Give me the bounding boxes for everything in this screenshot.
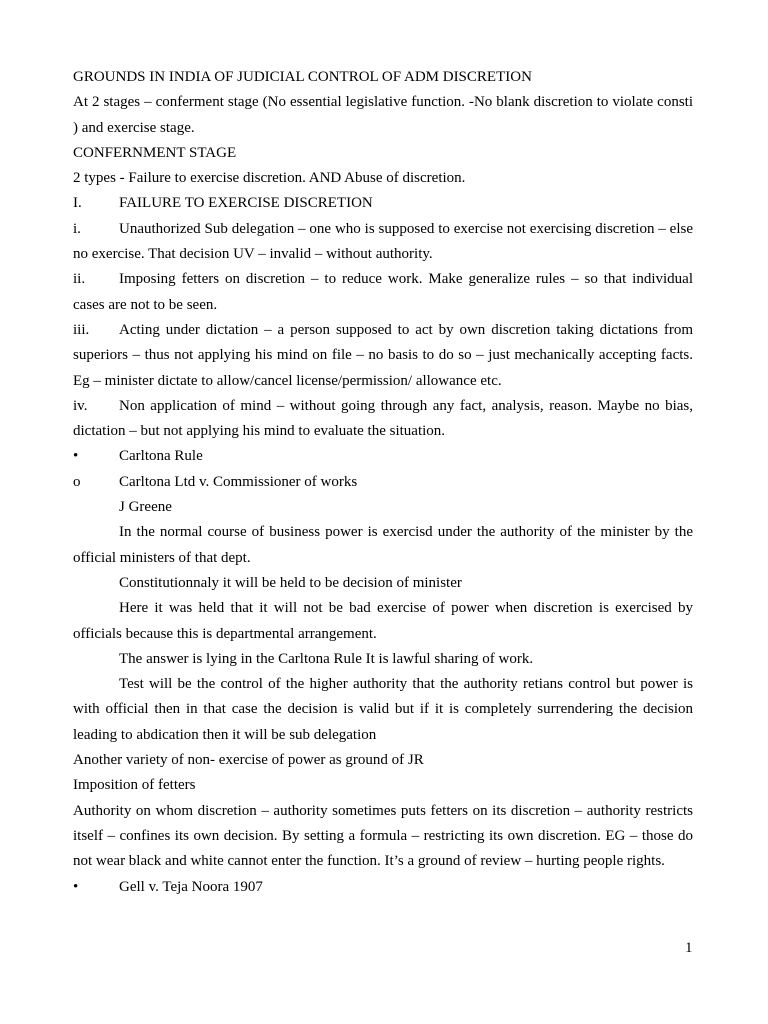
paragraph-test: Test will be the control of the higher authority that the authority retians control but power is with official then in that case the decision is valid but if it is completely surrendering the decision leading to abdication then it will be sub delegation — [73, 676, 693, 743]
heading-title: GROUNDS IN INDIA OF JUDICIAL CONTROL OF ADM DISCRETION — [73, 69, 532, 85]
list-item-fetters — [73, 267, 693, 318]
page-number: 1 — [685, 940, 693, 956]
list-item-text: Non application of mind – without going through any fact, analysis, reason. Maybe no bias, dictation – but not applying his mind to evaluate the situation. — [73, 397, 693, 440]
bullet-carltona-rule — [73, 444, 693, 469]
paragraph-normal-course: In the normal course of business power is exercisd under the authority of the minister by the official ministers of that dept. — [73, 524, 693, 566]
paragraph-another-variety: Another variety of non- exercise of power as ground of JR — [73, 752, 424, 769]
paragraph-stages: At 2 stages – conferment stage (No essential legislative function. -No blank discretion to violate consti ) and exercise stage. — [73, 94, 693, 136]
list-marker: iv. — [73, 397, 88, 414]
list-marker: iii. — [73, 321, 90, 338]
paragraph-types: 2 types - Failure to exercise discretion. AND Abuse of discretion. — [73, 170, 466, 187]
list-marker: I. — [73, 195, 82, 212]
list-item-text: Carltona Ltd v. Commissioner of works — [119, 473, 358, 490]
list-marker: i. — [73, 220, 81, 237]
bullet-marker: o — [73, 473, 81, 490]
list-item-text: FAILURE TO EXERCISE DISCRETION — [119, 195, 373, 212]
list-item-non-application — [73, 394, 693, 445]
paragraph-imposition-heading: Imposition of fetters — [73, 777, 196, 794]
sub-bullet-carltona-case — [73, 470, 693, 495]
list-item-dictation — [73, 318, 693, 394]
list-item-text: Unauthorized Sub delegation – one who is supposed to exercise not exercising discretion – else no exercise. That decision UV – invalid – without authority. — [73, 220, 693, 263]
list-item-sub-delegation — [73, 217, 693, 268]
paragraph-constitutionally: Constitutionnaly it will be held to be decision of minister — [119, 574, 462, 591]
list-item-text: Imposing fetters on discretion – to reduce work. Make generalize rules – so that individual cases are not to be seen. — [73, 271, 693, 313]
paragraph-answer: The answer is lying in the Carltona Rule It is lawful sharing of work. — [119, 650, 534, 667]
paragraph-held: Here it was held that it will not be bad exercise of power when discretion is exercised by officials because this is departmental arrangement. — [73, 600, 693, 642]
paragraph-authority: Authority on whom discretion – authority sometimes puts fetters on its discretion – authority restricts itself – confines its own decision. By setting a formula – restricting its own discretion. EG – those do not wear black and white cannot enter the function. It’s a ground of review – hurting people rights. — [73, 802, 693, 870]
document-body — [73, 65, 693, 900]
list-item-text: Carltona Rule — [119, 448, 203, 465]
list-item-text: Gell v. Teja Noora 1907 — [119, 878, 263, 895]
paragraph-judge: J Greene — [119, 499, 172, 516]
list-marker: ii. — [73, 271, 86, 288]
list-item-failure-heading — [73, 191, 693, 216]
bullet-gell-case — [73, 875, 693, 900]
list-item-text: Acting under dictation – a person supposed to act by own discretion taking dictations from superiors – thus not applying his mind on file – no basis to do so – just mechanically accepting facts. Eg – minister dictate to allow/cancel license/permission/ allowance etc. — [73, 321, 693, 389]
bullet-marker: • — [73, 448, 79, 465]
bullet-marker: • — [73, 878, 79, 895]
section-heading-conferment: CONFERNMENT STAGE — [73, 144, 237, 161]
